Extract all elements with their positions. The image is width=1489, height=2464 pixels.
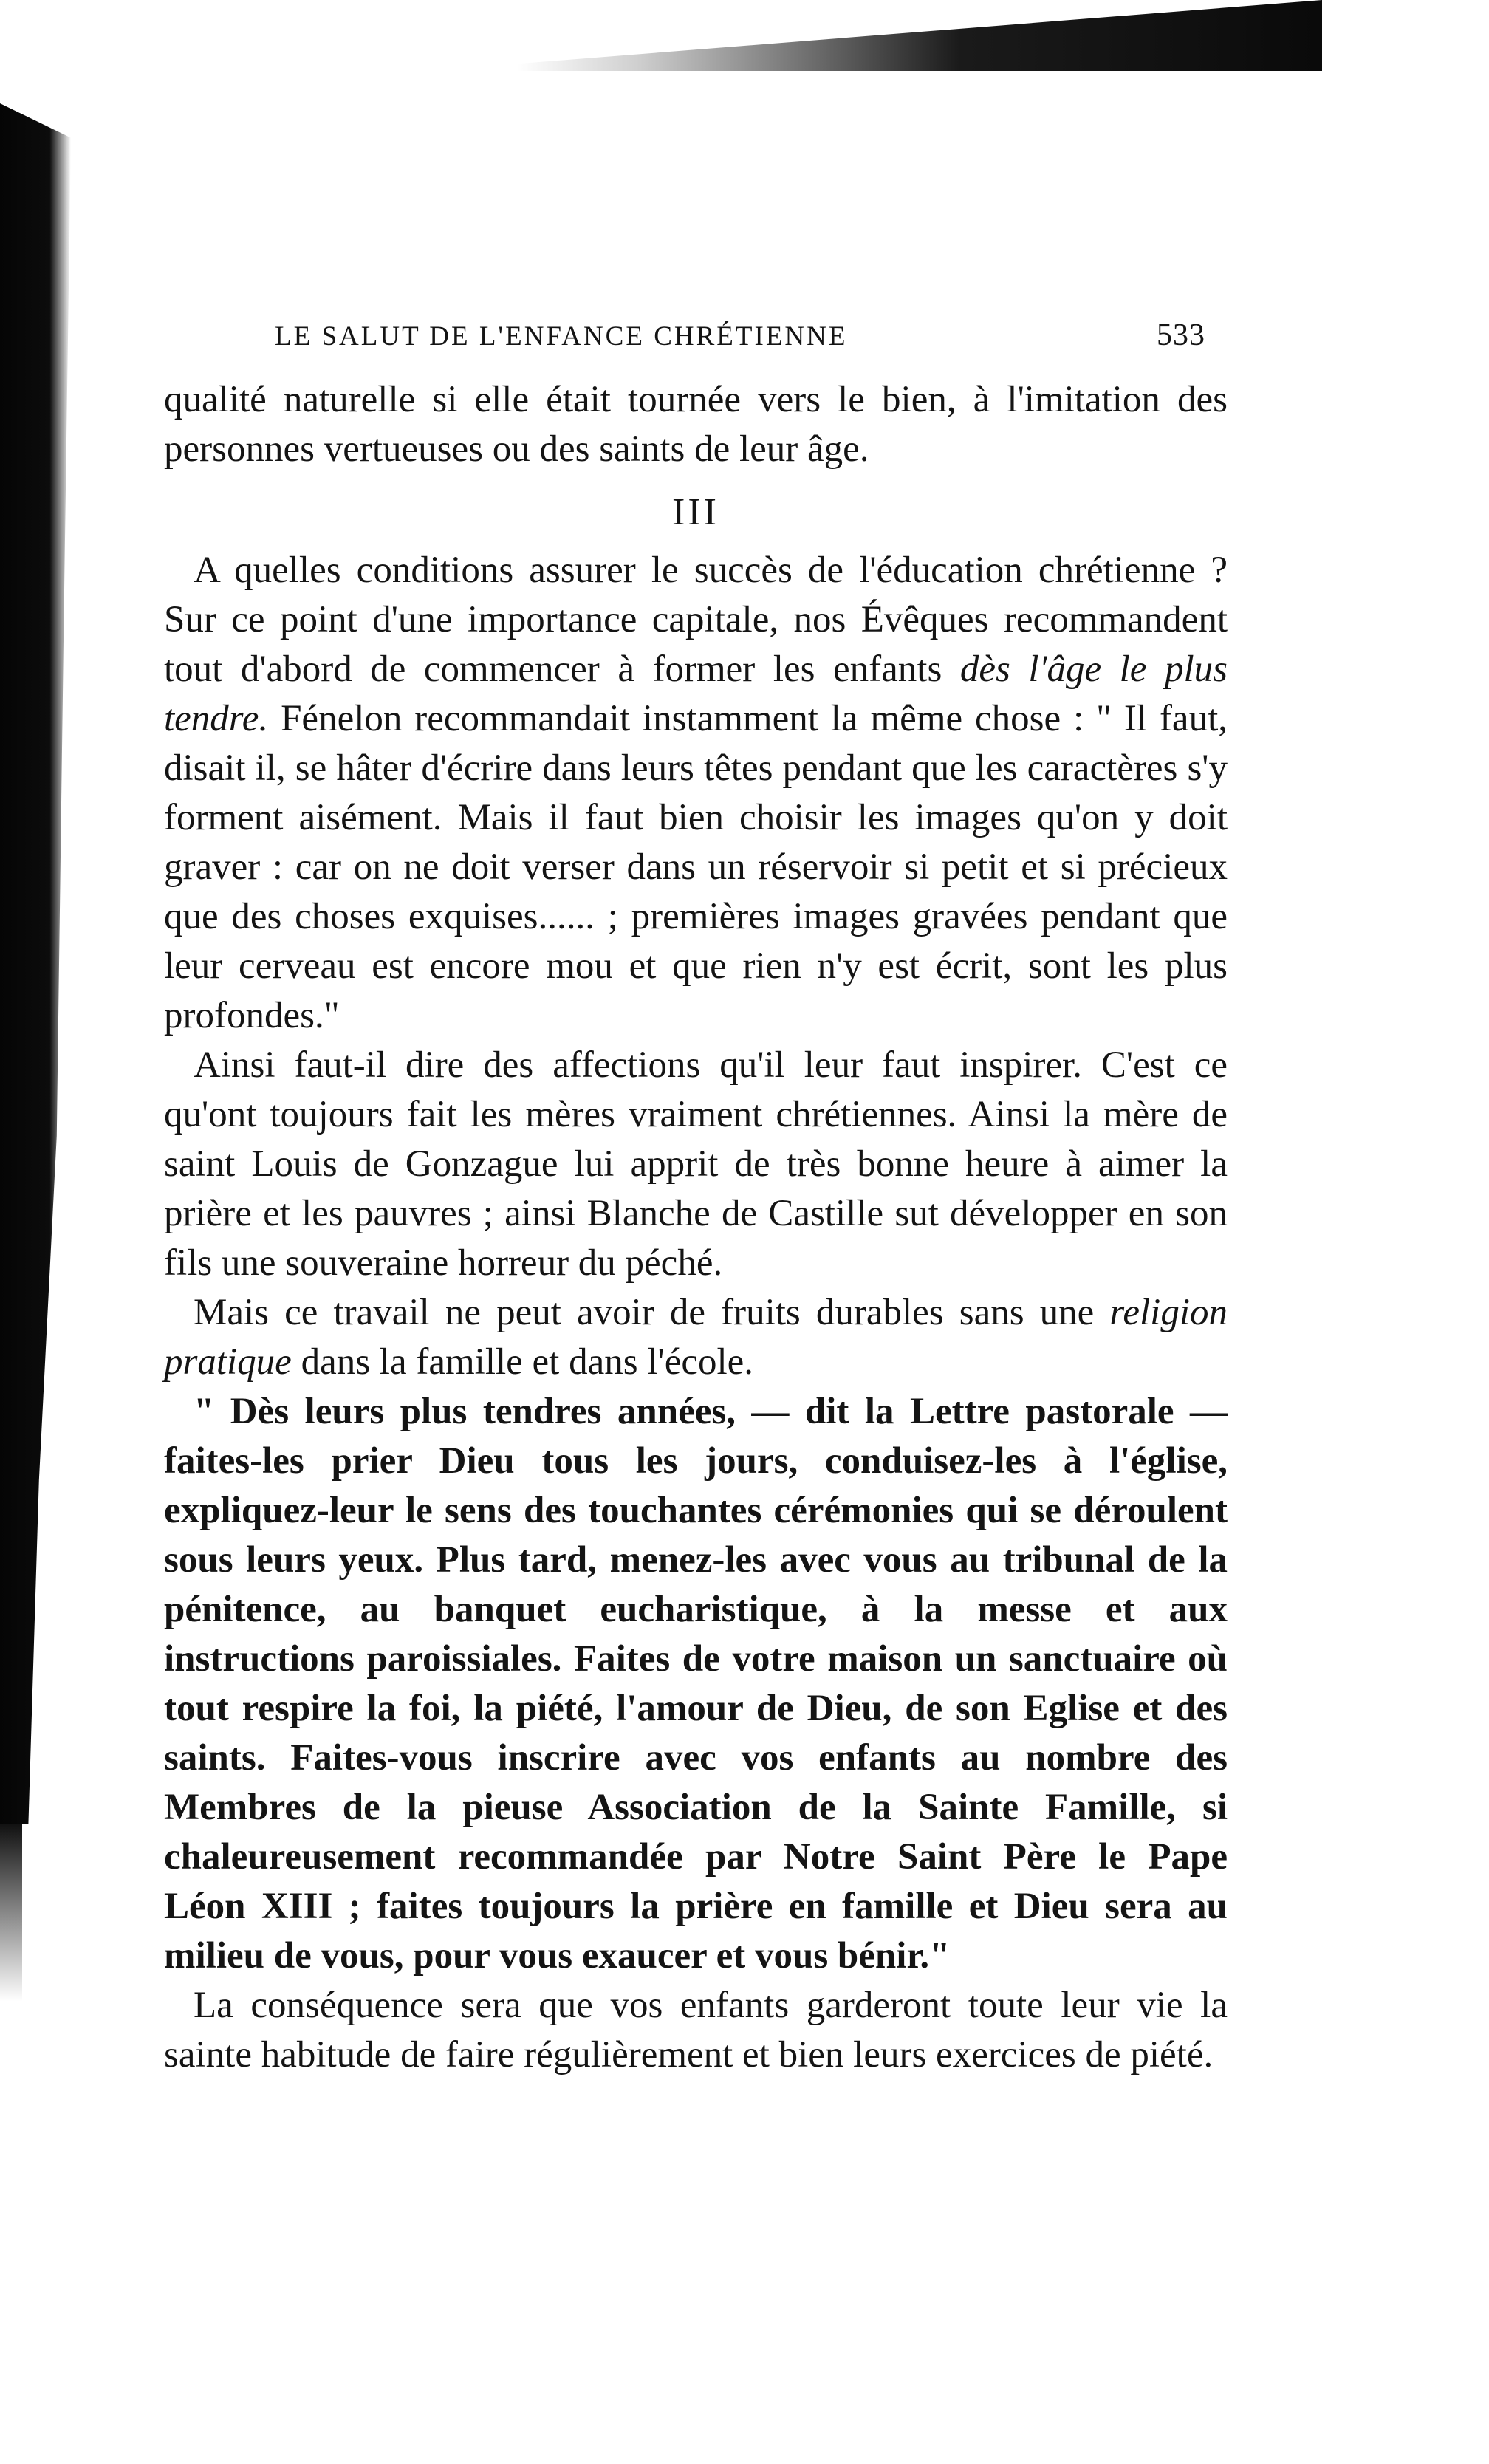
paragraph-education-conditions [164, 546, 1228, 1041]
paragraph-text: A quelles conditions assurer le succès de l'éducation chrétienne ? Sur ce point d'une importance capitale, nos Évêques recommandent tout d'abord de commencer à former les enfants [164, 550, 1228, 690]
pastoral-letter-quote: " Dès leurs plus tendres années, — dit la Lettre pastorale — faites-les prier Dieu tous les jours, conduisez-les à l'église, expliquez-leur le sens des touchantes cérémonies qui se déroulent sous leurs yeux. Plus tard, menez-les avec vous au tribunal de la pénitence, au banquet eucharistique, à la messe et aux instructions paroissiales. Faites de votre maison un sanctuaire où tout respire la foi, la piété, l'amour de Dieu, de son Eglise et des saints. Faites-vous inscrire avec vos enfants au nombre des Membres de la pieuse Association de la Sainte Famille, si chaleureusement recommandée par Notre Saint Père le Pape Léon XIII ; faites toujours la prière en famille et Dieu sera au milieu de vous, pour vous exaucer et vous bénir." [164, 1391, 1228, 1977]
book-page [164, 318, 1228, 2080]
italic-phrase: dès l'âge le plus tendre. [164, 648, 1228, 739]
running-title: LE SALUT DE L'ENFANCE CHRÉTIENNE [275, 321, 848, 352]
section-number: III [672, 491, 719, 533]
paragraph-mothers: Ainsi faut-il dire des affections qu'il leur faut inspirer. C'est ce qu'ont toujours fait les mères vraiment chrétiennes. Ainsi la mère de saint Louis de Gonzague lui apprit de très bonne heure à aimer la prière et les pauvres ; ainsi Blanche de Castille sut développer en son fils une souveraine horreur du péché. [164, 1044, 1228, 1284]
paragraph-religion [164, 1288, 1228, 1387]
paragraph-continuation: qualité naturelle si elle était tournée vers le bien, à l'imitation des personnes vertueuses ou des saints de leur âge. [164, 379, 1228, 470]
scan-top-shadow [517, 0, 1322, 71]
scan-binding-fade [0, 1824, 22, 2002]
paragraph-conclusion: La conséquence sera que vos enfants garderont toute leur vie la sainte habitude de faire régulièrement et bien leurs exercices de piété. [164, 1985, 1228, 2075]
paragraph-text: Fénelon recommandait instamment la même chose : " Il faut, disait il, se hâter d'écrire dans leurs têtes pendant que les caractères s'y forment aisément. Mais il faut bien choisir les images qu'on y doit graver : car on ne doit verser dans un réservoir si petit et si précieux que des choses exquises...... ; premières images gravées pendant que leur cerveau est encore mou et que rien n'y est écrit, sont les plus profondes." [164, 698, 1228, 1036]
page-body [164, 375, 1228, 2080]
running-head [164, 318, 1228, 353]
scan-binding-shadow [0, 103, 71, 1824]
page-number: 533 [1157, 318, 1205, 352]
italic-phrase: religion pratique [164, 1292, 1228, 1383]
paragraph-text: dans la famille et dans l'école. [291, 1341, 754, 1383]
paragraph-text: Mais ce travail ne peut avoir de fruits durables sans une [194, 1292, 1110, 1333]
